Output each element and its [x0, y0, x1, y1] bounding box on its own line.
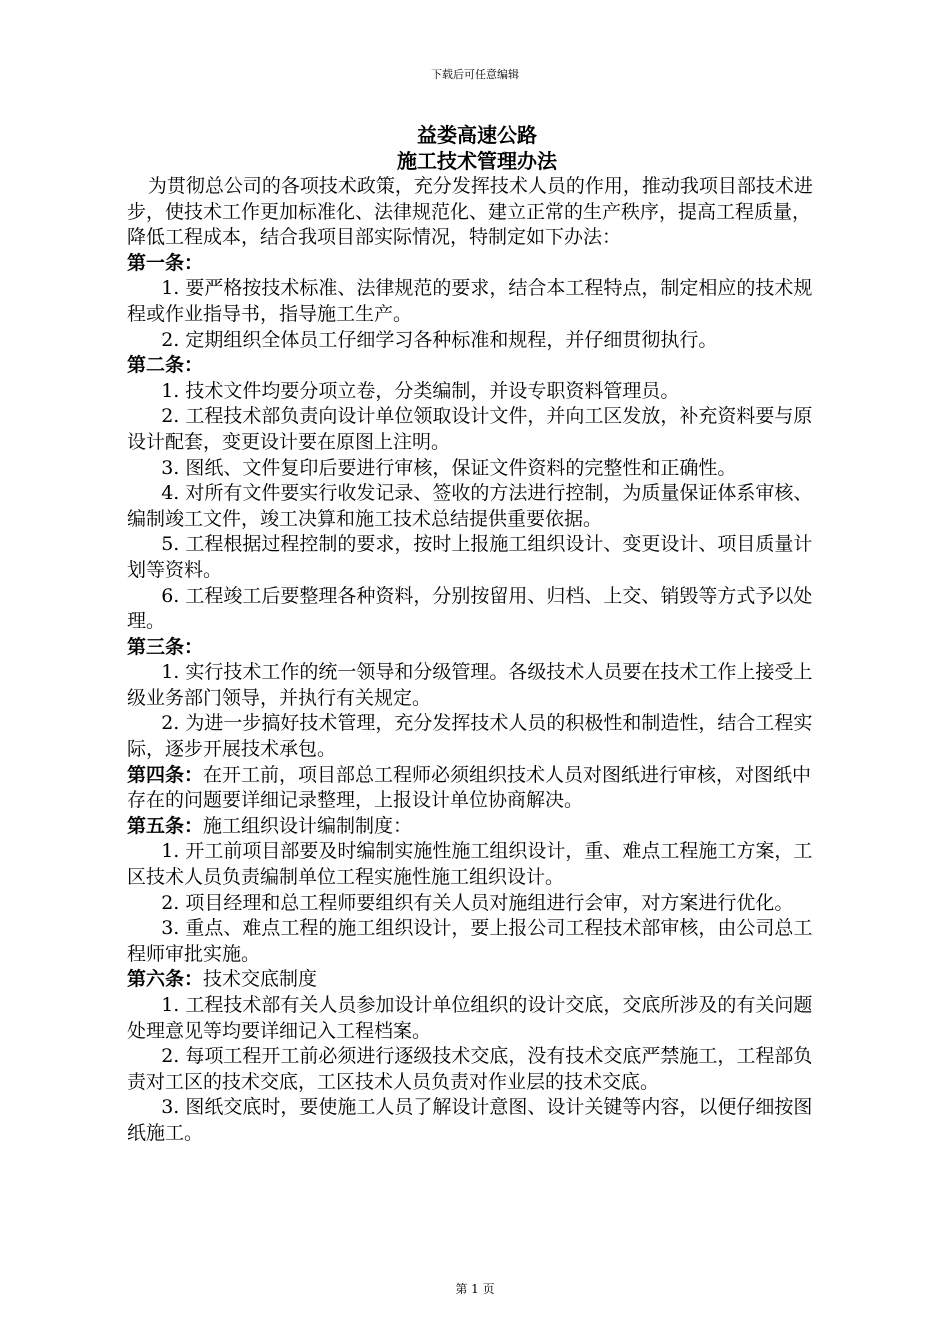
article-5: [127, 814, 827, 840]
article-4-text: 在开工前，项目部总工程师必须组织技术人员对图纸进行审核，对图纸中存在的问题要详细记录整理，上报设计单位协商解决。: [127, 763, 812, 812]
document-body: [127, 122, 827, 1147]
article-5-heading: 第五条：: [127, 814, 204, 837]
document-title-line1: 益娄高速公路: [417, 123, 537, 147]
article-4: [127, 763, 827, 814]
article-3-item-1: 1. 实行技术工作的统一领导和分级管理。各级技术人员要在技术工作上接受上级业务部门领导，并执行有关规定。: [127, 661, 813, 709]
page-header: 下载后可任意编辑: [431, 68, 519, 81]
page-number: 第 1 页: [455, 1282, 495, 1296]
article-5-text: 施工组织设计编制制度：: [203, 814, 413, 837]
article-2-heading: 第二条：: [127, 354, 204, 377]
article-3-heading: 第三条：: [127, 635, 204, 658]
article-1-item-2: 2. 定期组织全体员工仔细学习各种标准和规程，并仔细贯彻执行。: [161, 328, 718, 351]
intro-paragraph: 为贯彻总公司的各项技术政策，充分发挥技术人员的作用，推动我项目部技术进步，使技术工作更加标准化、法律规范化、建立正常的生产秩序，提高工程质量，降低工程成本，结合我项目部实际情况，特制定如下办法：: [127, 175, 813, 249]
article-2-item-6: 6. 工程竣工后要整理各种资料，分别按留用、归档、上交、销毁等方式予以处理。: [127, 584, 813, 633]
article-1-item-1: 1. 要严格按技术标准、法律规范的要求，结合本工程特点，制定相应的技术规程或作业指导书，指导施工生产。: [127, 277, 813, 325]
article-2-item-1: 1. 技术文件均要分项立卷，分类编制，并设专职资料管理员。: [161, 379, 680, 402]
article-6-item-1: 1. 工程技术部有关人员参加设计单位组织的设计交底，交底所涉及的有关问题处理意见等均要详细记入工程档案。: [127, 994, 813, 1042]
article-4-heading: 第四条：: [127, 763, 204, 786]
article-2-item-2: 2. 工程技术部负责向设计单位领取设计文件，并向工区发放，补充资料要与原设计配套，变更设计要在原图上注明。: [127, 405, 813, 453]
article-1-heading: 第一条：: [127, 251, 204, 274]
article-6-heading: 第六条：: [127, 968, 204, 991]
article-2-item-5: 5. 工程根据过程控制的要求，按时上报施工组织设计、变更设计、项目质量计划等资料。: [127, 533, 813, 581]
document-title-line2: 施工技术管理办法: [397, 149, 557, 173]
article-6-text: 技术交底制度: [203, 968, 318, 991]
article-2-item-3: 3. 图纸、文件复印后要进行审核，保证文件资料的完整性和正确性。: [161, 456, 737, 479]
article-6-item-3: 3. 图纸交底时，要使施工人员了解设计意图、设计关键等内容，以便仔细按图纸施工。: [127, 1096, 813, 1144]
article-2-item-4: 4. 对所有文件要实行收发记录、签收的方法进行控制，为质量保证体系审核、编制竣工文件，竣工决算和施工技术总结提供重要依据。: [127, 482, 813, 530]
article-5-item-3: 3. 重点、难点工程的施工组织设计，要上报公司工程技术部审核，由公司总工程师审批实施。: [127, 917, 813, 965]
article-5-item-2: 2. 项目经理和总工程师要组织有关人员对施组进行会审，对方案进行优化。: [161, 891, 794, 914]
article-3-item-2: 2. 为进一步搞好技术管理，充分发挥技术人员的积极性和制造性，结合工程实际，逐步开展技术承包。: [127, 712, 813, 761]
article-6: [127, 967, 827, 993]
article-5-item-1: 1. 开工前项目部要及时编制实施性施工组织设计，重、难点工程施工方案，工区技术人员负责编制单位工程实施性施工组织设计。: [127, 840, 813, 889]
article-6-item-2: 2. 每项工程开工前必须进行逐级技术交底，没有技术交底严禁施工，工程部负责对工区的技术交底，工区技术人员负责对作业层的技术交底。: [127, 1045, 813, 1093]
